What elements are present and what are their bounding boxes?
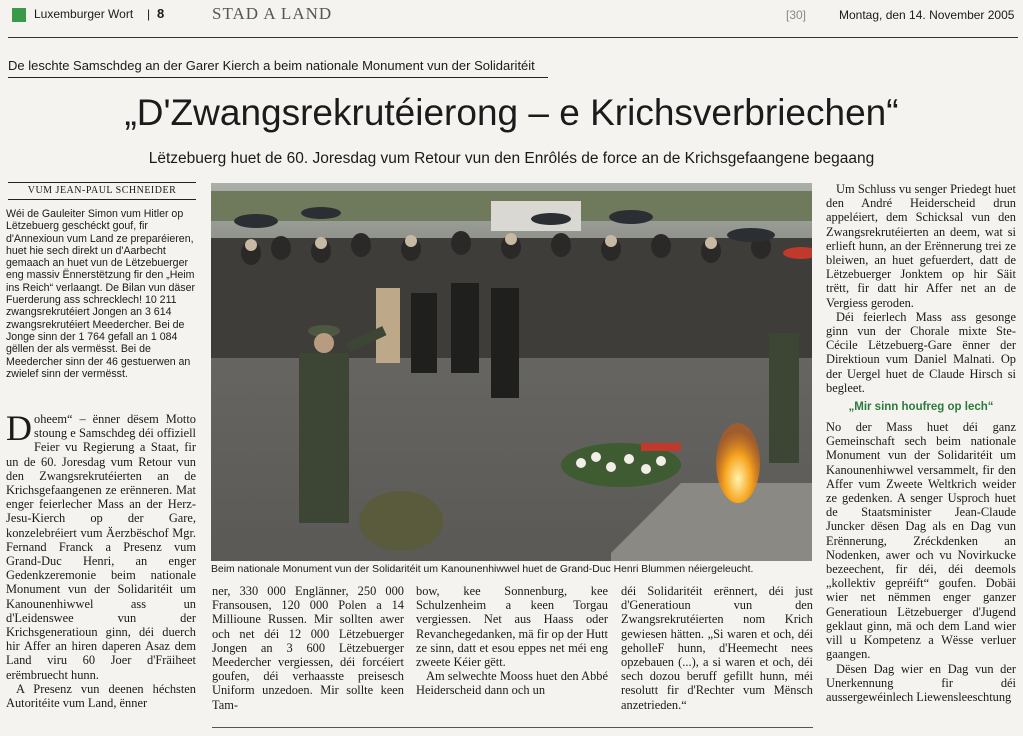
article-kicker: De leschte Samschdeg an der Garer Kierch a beim nationale Monument vun der Solidaritéit [8, 58, 535, 73]
section-title: STAD A LAND [212, 4, 333, 23]
kicker-underline [8, 77, 548, 78]
byline-rule-bottom [8, 199, 196, 200]
paragraph: ner, 330 000 Englänner, 250 000 Fransousen, 120 000 Polen a 14 Millioune Russen. Mir sollten awer och net déi 12 000 Lëtzebuerger Jongen an 3 600 Lëtzebuerger Meedercher vergiessen, déi forcéiert goufen, déi verhaasste preisesch Uniform unzedoen. Mir sollte keen Tam- [212, 584, 404, 712]
article-column-1 [6, 408, 196, 711]
paragraph: Dësen Dag wier en Dag vun der Unerkennung fir déi aussergewéinlech Liewensleeschtung [826, 661, 1016, 704]
paragraph: bow, kee Sonnenburg, kee Schulzenheim a keen Torgau vergiessen. Net aus Haass oder Revanchegedanken, mä fir op der Hutt ze sinn, datt et esou eppes net méi eng zweete Kéier gëtt. [416, 584, 608, 670]
article-headline: „D'Zwangsrekrutéierong – e Krichsverbriechen“ [124, 92, 899, 133]
paragraph: No der Mass huet déi ganz Gemeinschaft sech beim nationale Monument vun der Solidaritéit um Kanounenhiwwel versammelt, fir den Affer vum Zweete Weltkrich weider ze gedenken. A senger Usproch huet de Staatsminister Jean-Claude Juncker dësen Dag als en Dag vun Erënnerung, Zréckdenken an Nodenken, awer och vu Novirkucke bezeechent, fir déi, déi deemols „kollektiv gepréift“ goufen. Dobäi wier net nëmmen enger ganzer Generatioun Lëtzebuerger d'Jugend geklaut ginn, mä och dem Land wier vill u Kompetenz a Wësse verluer gaangen. [826, 420, 1016, 662]
article-column-4 [621, 584, 813, 712]
paragraph: Am selwechte Mooss huet den Abbé Heiderscheid dann och un [416, 669, 608, 698]
column-bottom-rule [212, 727, 813, 728]
issue-date: Montag, den 14. November 2005 [839, 8, 1015, 22]
intro-box: Wéi de Gauleiter Simon vum Hitler op Lëtzebuerg geschéckt gouf, fir d'Annexioun vum Land ze preparéieren, huet hie sech direkt un d'Aarbecht gemaach an huet vun de Lëtzebuerger eng massiv Ënnerstëtzung fir den „Heim ins Reich“ verlaangt. De Bilan vun däser Fuerderung ass schrecklech! 10 211 zwangsrekrutéiert Jongen an 3 614 zwangsrekrutéiert Meedercher. Bei de Jonge sinn der 1 764 gefall an 1 084 gëllen der als vermësst. Bei de Meedercher sinn der 46 gestuerwen an zwielef sinn der vermësst. [6, 208, 196, 380]
paragraph: Um Schluss vu senger Priedegt huet den André Heiderscheid drun appeléiert, dem Schicksal vun den Zwangsrekrutéierten an deem, wat si erlieft hunn, an der Erënnerung trei ze bleiwen, an huet gefuerdert, datt de Lëtzebuerger Jonktem op hir Säit trëtt, fir datt hir Affer net an de Vergiess geroden. [826, 182, 1016, 310]
ceremony-photo-illustration [211, 183, 812, 561]
page-number: 8 [157, 6, 165, 21]
article-subheadline: Lëtzebuerg huet de 60. Joresdag vum Retour vun den Enrôlés de force an de Krichsgefaangene begaang [148, 150, 875, 167]
article-column-5 [826, 182, 1016, 704]
article-column-2 [212, 584, 404, 712]
paragraph-text: oheem“ – ënner dësem Motto stoung e Samschdeg déi offiziell Feier vu Regierung a Staat, fir un de 60. Joresdag vum Retour vun den Zwangsrekrutéierten an de Krichsgefaangenen ze erënneren. Mat enger feierlecher Mass an der Herz-Jesu-Kierch op der Gare, konzelebréiert vum Äerzbëschof Mgr. Fernand Franck a Presenz vum Grand-Duc Henri, an enger Gedenkzeremonie beim nationale Monument vun der Solidaritéit um Kanounenhiwwel ass un d'Leidenswee vun der Krichsgeneratioun ginn, déi duerch hir Affer an hiren daperen Asaz dem Land viru 60 Joer d'Fräiheet erëmbruecht hunn. [6, 412, 196, 682]
publication-name: Luxemburger Wort [34, 7, 134, 21]
drop-cap: D [6, 408, 32, 448]
bracket-number: [30] [786, 8, 807, 22]
header-separator: | [147, 7, 151, 21]
header-divider [8, 37, 1018, 38]
byline: VUM JEAN-PAUL SCHNEIDER [27, 185, 177, 196]
pull-quote: „Mir sinn houfreg op lech“ [848, 401, 994, 414]
paragraph: déi Solidaritéit erënnert, déi just d'Generatioun vun den Zwangsrekrutéierten nom Krich gewiesen hätten. „Si waren et och, déi geholleF hunn, d'Heemecht nees opzebauen (...), a si waren et och, déi sech dozou beruff gefillt hunn, méi resolutt fir d'Rechter vum Mënsch anzetrieden.“ [621, 584, 813, 712]
newspaper-logo-icon [12, 8, 26, 22]
byline-rule-top [8, 182, 196, 183]
article-column-3 [416, 584, 608, 698]
ceremony-photo [211, 183, 812, 561]
paragraph: Déi feierlech Mass ass gesonge ginn vun der Chorale mixte Ste-Cécile Lëtzebuerg-Gare ënner der Direktioun vum Daniel Malnati. Op der Uergel huet de Claude Hirsch si begleet. [826, 309, 1016, 395]
paragraph [6, 408, 196, 682]
paragraph: A Presenz vun deenen héchsten Autoritéite vum Land, ënner [6, 681, 196, 711]
photo-caption: Beim nationale Monument vun der Solidaritéit um Kanounenhiwwel huet de Grand-Duc Henri Blummen néiergeleucht. [211, 564, 754, 575]
